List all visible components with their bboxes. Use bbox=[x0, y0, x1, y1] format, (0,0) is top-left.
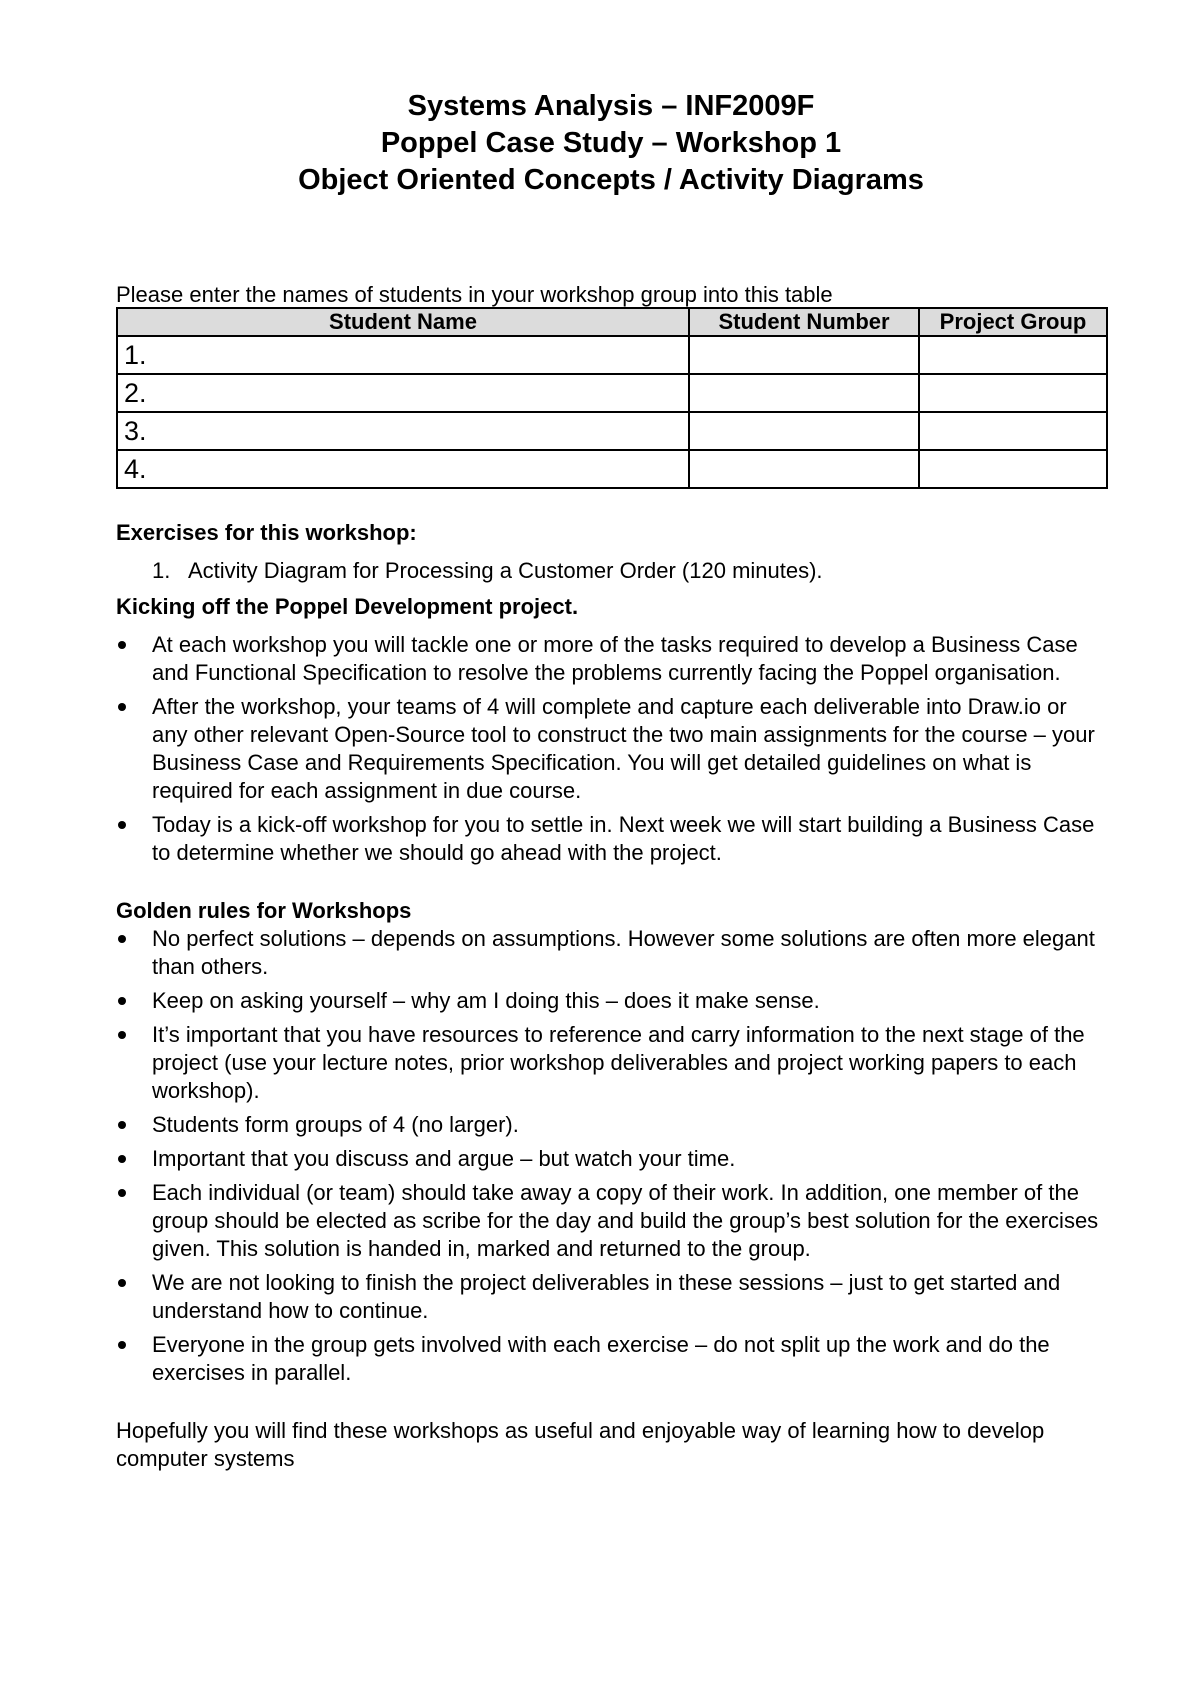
header-project-group: Project Group bbox=[919, 308, 1107, 336]
bullet-icon bbox=[118, 1279, 126, 1287]
list-item-text: Activity Diagram for Processing a Customer Order (120 minutes). bbox=[188, 558, 823, 583]
list-item bbox=[116, 925, 1106, 981]
list-item-text: No perfect solutions – depends on assumptions. However some solutions are often more elegant than others. bbox=[152, 926, 1095, 979]
bullet-icon bbox=[118, 1341, 126, 1349]
bullet-icon bbox=[118, 821, 126, 829]
list-item-text: Keep on asking yourself – why am I doing this – does it make sense. bbox=[152, 988, 820, 1013]
project-group-cell[interactable] bbox=[919, 374, 1107, 412]
list-item-text: At each workshop you will tackle one or more of the tasks required to develop a Business Case and Functional Specification to resolve the problems currently facing the Poppel organisation. bbox=[152, 632, 1078, 685]
course-title: Systems Analysis – INF2009F bbox=[407, 90, 815, 122]
list-item bbox=[116, 987, 1106, 1015]
bullet-icon bbox=[118, 1189, 126, 1197]
student-name-cell[interactable]: 2. bbox=[117, 374, 689, 412]
golden-rules-list bbox=[116, 925, 1106, 1387]
table-header-row bbox=[117, 308, 1107, 336]
table-row bbox=[117, 374, 1107, 412]
list-item-text: We are not looking to finish the project deliverables in these sessions – just to get started and understand how to continue. bbox=[152, 1270, 1061, 1323]
bullet-icon bbox=[118, 935, 126, 943]
case-study-title: Poppel Case Study – Workshop 1 bbox=[380, 127, 842, 159]
list-item-text: It’s important that you have resources to reference and carry information to the next stage of the project (use your lecture notes, prior workshop deliverables and project working papers to each workshop). bbox=[152, 1022, 1085, 1103]
header-student-name: Student Name bbox=[117, 308, 689, 336]
project-group-cell[interactable] bbox=[919, 450, 1107, 488]
exercises-list bbox=[116, 557, 1106, 585]
list-item-text: After the workshop, your teams of 4 will complete and capture each deliverable into Draw.io or any other relevant Open-Source tool to construct the two main assignments for the course – your Business Case and Requirements Specification. You will get detailed guidelines on what is required for each assignment in due course. bbox=[152, 694, 1095, 803]
kickoff-list bbox=[116, 631, 1106, 867]
list-item bbox=[116, 631, 1106, 687]
closing-paragraph: Hopefully you will find these workshops as useful and enjoyable way of learning how to develop computer systems bbox=[116, 1418, 1045, 1471]
document-page bbox=[116, 88, 1106, 1473]
table-row bbox=[117, 336, 1107, 374]
list-item-text: Students form groups of 4 (no larger). bbox=[152, 1112, 519, 1137]
exercises-heading: Exercises for this workshop: bbox=[116, 520, 417, 545]
project-group-cell[interactable] bbox=[919, 412, 1107, 450]
list-item-text: Important that you discuss and argue – but watch your time. bbox=[152, 1146, 736, 1171]
student-table bbox=[116, 307, 1108, 489]
student-number-cell[interactable] bbox=[689, 412, 919, 450]
document-title-block bbox=[116, 88, 1106, 199]
student-number-cell[interactable] bbox=[689, 374, 919, 412]
student-name-cell[interactable]: 1. bbox=[117, 336, 689, 374]
bullet-icon bbox=[118, 1031, 126, 1039]
golden-rules-heading: Golden rules for Workshops bbox=[116, 898, 412, 923]
list-item-text: Today is a kick-off workshop for you to settle in. Next week we will start building a Business Case to determine whether we should go ahead with the project. bbox=[152, 812, 1095, 865]
student-name-cell[interactable]: 4. bbox=[117, 450, 689, 488]
list-item bbox=[116, 1145, 1106, 1173]
table-instruction: Please enter the names of students in your workshop group into this table bbox=[116, 282, 833, 307]
table-row bbox=[117, 450, 1107, 488]
list-item bbox=[116, 1021, 1106, 1105]
list-item-text: Everyone in the group gets involved with each exercise – do not split up the work and do the exercises in parallel. bbox=[152, 1332, 1050, 1385]
student-name-cell[interactable]: 3. bbox=[117, 412, 689, 450]
kickoff-heading: Kicking off the Poppel Development project. bbox=[116, 594, 579, 619]
bullet-icon bbox=[118, 703, 126, 711]
list-item bbox=[116, 1331, 1106, 1387]
list-number: 1. bbox=[152, 558, 171, 583]
table-row bbox=[117, 412, 1107, 450]
list-item-text: Each individual (or team) should take away a copy of their work. In addition, one member of the group should be elected as scribe for the day and build the group’s best solution for the exercises given. This solution is handed in, marked and returned to the group. bbox=[152, 1180, 1099, 1261]
bullet-icon bbox=[118, 641, 126, 649]
list-item bbox=[116, 811, 1106, 867]
project-group-cell[interactable] bbox=[919, 336, 1107, 374]
bullet-icon bbox=[118, 1121, 126, 1129]
header-student-number: Student Number bbox=[689, 308, 919, 336]
list-item bbox=[116, 1269, 1106, 1325]
bullet-icon bbox=[118, 997, 126, 1005]
list-item bbox=[116, 1179, 1106, 1263]
topic-title: Object Oriented Concepts / Activity Diagrams bbox=[298, 164, 924, 196]
bullet-icon bbox=[118, 1155, 126, 1163]
list-item bbox=[116, 1111, 1106, 1139]
student-number-cell[interactable] bbox=[689, 450, 919, 488]
student-number-cell[interactable] bbox=[689, 336, 919, 374]
list-item bbox=[116, 557, 1106, 585]
list-item bbox=[116, 693, 1106, 805]
